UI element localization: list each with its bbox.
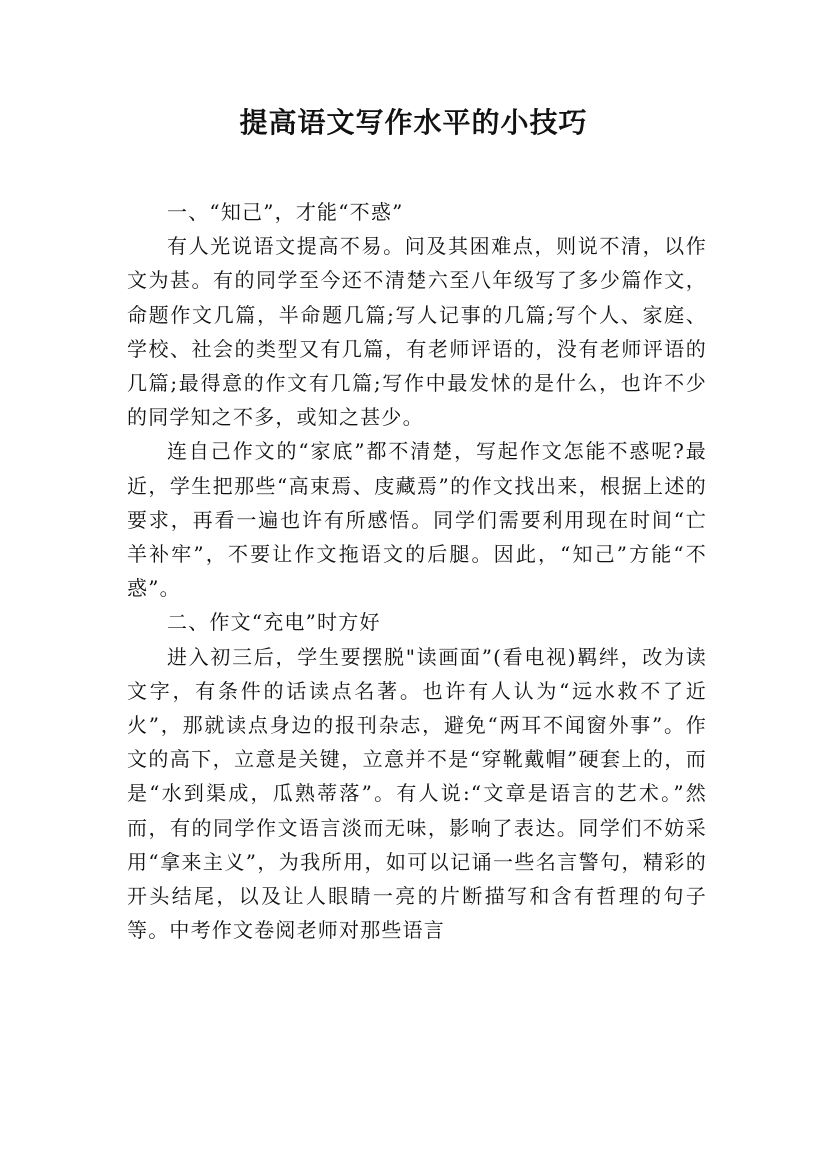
- paragraph: 有人光说语文提高不易。问及其困难点，则说不清，以作文为甚。有的同学至今还不清楚六至八年级写了多少篇作文，命题作文几篇，半命题几篇;写人记事的几篇;写个人、家庭、学校、社会的类型又有几篇，有老师评语的，没有老师评语的几篇;最得意的作文有几篇;写作中最发怵的是什么，也许不少的同学知之不多，或知之甚少。: [127, 234, 707, 430]
- document-body: [127, 195, 707, 947]
- document-title: 提高语文写作水平的小技巧: [239, 106, 588, 139]
- paragraph: 连自己作文的“家底”都不清楚，写起作文怎能不惑呢?最近，学生把那些“高束焉、庋藏焉”的作文找出来，根据上述的要求，再看一遍也许有所感悟。同学们需要利用现在时间“亡羊补牢”，不要让作文拖语文的后腿。因此，“知己”方能“不惑”。: [127, 439, 707, 601]
- paragraph: 进入初三后，学生要摆脱"读画面”(看电视)羁绊，改为读文字，有条件的话读点名著。也许有人认为“远水救不了近火”，那就读点身边的报刊杂志，避免“两耳不闻窗外事”。作文的高下，立意是关键，立意并不是“穿靴戴帽”硬套上的，而是“水到渠成，瓜熟蒂落”。有人说:“文章是语言的艺术。”然而，有的同学作文语言淡而无味，影响了表达。同学们不妨采用“拿来主义”，为我所用，如可以记诵一些名言警句，精彩的开头结尾，以及让人眼睛一亮的片断描写和含有哲理的句子等。中考作文卷阅老师对那些语言: [127, 644, 707, 943]
- section-heading-2: 二、作文“充电”时方好: [167, 610, 381, 635]
- section-heading-1: 一、“知己”，才能“不惑”: [167, 200, 404, 224]
